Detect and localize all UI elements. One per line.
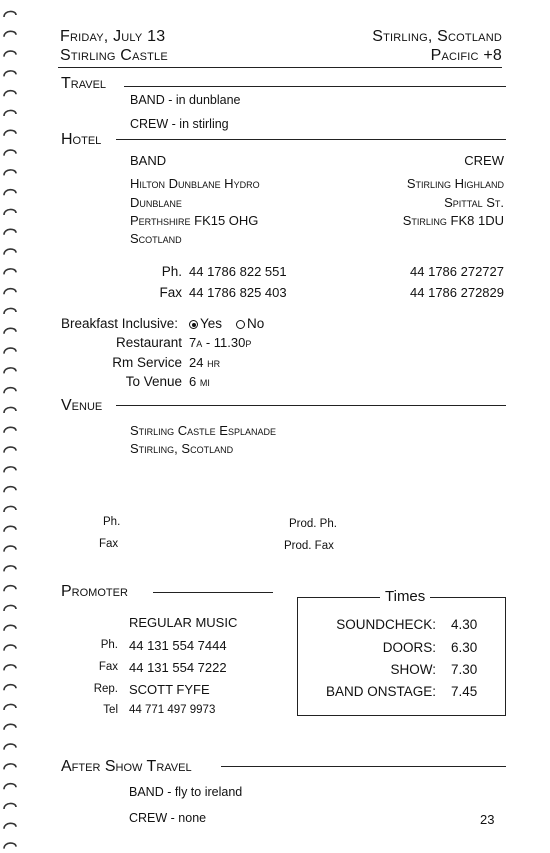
venue-rule xyxy=(116,405,506,406)
times-label-doors: DOORS: xyxy=(382,640,436,655)
hotel-rule xyxy=(116,139,506,140)
binding-ring xyxy=(4,685,16,691)
promoter-tel-label: Tel xyxy=(103,704,118,716)
binding-ring xyxy=(4,150,16,156)
binding-ring xyxy=(4,289,16,295)
to-venue-label: To Venue xyxy=(125,374,182,389)
binding-ring xyxy=(4,91,16,97)
venue-fax-label: Fax xyxy=(99,538,119,550)
binding-ring xyxy=(4,328,16,334)
promoter-fax: 44 131 554 7222 xyxy=(129,660,227,675)
binding-ring xyxy=(4,190,16,196)
hotel-crew-fax: 44 1786 272829 xyxy=(410,285,504,300)
rm-service-value: 24 hr xyxy=(189,355,221,370)
promoter-fax-label: Fax xyxy=(98,661,118,673)
times-value-doors: 6.30 xyxy=(451,640,478,655)
rm-service-label: Rm Service xyxy=(112,355,182,370)
venue-title: Venue xyxy=(61,397,103,414)
venue-name-heading: Stirling Castle xyxy=(60,47,168,64)
binding-ring xyxy=(4,546,16,552)
radio-unselected-icon xyxy=(236,320,245,329)
binding-ring xyxy=(4,308,16,314)
times-value-show: 7.30 xyxy=(451,662,478,677)
spiral-binding xyxy=(0,0,22,853)
times-value-band-onstage: 7.45 xyxy=(451,684,478,699)
breakfast-yes-label: Yes xyxy=(200,316,223,331)
timezone-heading: Pacific +8 xyxy=(430,47,502,64)
promoter-name: REGULAR MUSIC xyxy=(129,615,238,630)
promoter-rep: SCOTT FYFE xyxy=(129,682,210,697)
binding-ring xyxy=(4,368,16,374)
binding-ring xyxy=(4,526,16,532)
binding-ring xyxy=(4,31,16,37)
hotel-crew-line-3: Stirling FK8 1DU xyxy=(402,213,504,228)
venue-line-2: Stirling, Scotland xyxy=(130,441,234,456)
hotel-title: Hotel xyxy=(61,131,102,148)
hotel-band-ph: 44 1786 822 551 xyxy=(189,264,287,279)
hotel-band-line-3: Perthshire FK15 OHG xyxy=(130,213,259,228)
after-show-band: BAND - fly to ireland xyxy=(129,785,243,799)
binding-ring xyxy=(4,724,16,730)
venue-ph-label: Ph. xyxy=(103,516,121,528)
binding-ring xyxy=(4,605,16,611)
binding-ring xyxy=(4,803,16,809)
hotel-band-line-1: Hilton Dunblane Hydro xyxy=(130,176,260,191)
binding-ring xyxy=(4,170,16,176)
binding-ring xyxy=(4,586,16,592)
binding-ring xyxy=(4,11,16,17)
promoter-rep-label: Rep. xyxy=(93,683,118,695)
hotel-crew-ph: 44 1786 272727 xyxy=(410,264,504,279)
hotel-crew-heading: CREW xyxy=(464,153,504,168)
after-show-title: After Show Travel xyxy=(61,758,192,775)
binding-ring xyxy=(4,130,16,136)
binding-ring xyxy=(4,269,16,275)
travel-band: BAND - in dunblane xyxy=(130,93,241,107)
breakfast-no-label: No xyxy=(247,316,265,331)
travel-title: Travel xyxy=(61,75,107,92)
binding-ring xyxy=(4,407,16,413)
binding-ring xyxy=(4,784,16,790)
restaurant-value: 7a - 11.30p xyxy=(189,335,252,350)
promoter-title: Promoter xyxy=(61,583,128,600)
binding-ring xyxy=(4,388,16,394)
times-label-soundcheck: SOUNDCHECK: xyxy=(336,617,436,632)
hotel-band-line-2: Dunblane xyxy=(130,195,182,210)
promoter-tel: 44 771 497 9973 xyxy=(129,704,216,716)
hotel-crew-line-1: Stirling Highland xyxy=(406,176,504,191)
times-label-show: SHOW: xyxy=(390,662,436,677)
hotel-band-heading: BAND xyxy=(130,153,167,168)
promoter-ph-label: Ph. xyxy=(100,639,118,651)
binding-ring xyxy=(4,625,16,631)
times-title: Times xyxy=(380,588,430,605)
restaurant-label: Restaurant xyxy=(115,335,182,350)
binding-ring xyxy=(4,51,16,57)
page-number: 23 xyxy=(480,812,495,827)
binding-ring xyxy=(4,645,16,651)
hotel-band-line-4: Scotland xyxy=(130,231,182,246)
times-value-soundcheck: 4.30 xyxy=(451,617,478,632)
binding-ring xyxy=(4,487,16,493)
binding-ring xyxy=(4,71,16,77)
binding-ring xyxy=(4,744,16,750)
travel-crew: CREW - in stirling xyxy=(130,117,229,131)
location-heading: Stirling, Scotland xyxy=(372,28,502,45)
binding-ring xyxy=(4,665,16,671)
hotel-fax-label: Fax xyxy=(159,285,182,300)
promoter-rule xyxy=(153,592,273,593)
binding-ring xyxy=(4,823,16,829)
breakfast-label: Breakfast Inclusive: xyxy=(61,316,179,331)
binding-ring xyxy=(4,110,16,116)
binding-ring xyxy=(4,843,16,849)
binding-ring xyxy=(4,764,16,770)
header-rule xyxy=(58,67,502,68)
binding-ring xyxy=(4,348,16,354)
radio-selected-icon xyxy=(189,320,198,329)
binding-ring xyxy=(4,447,16,453)
binding-ring xyxy=(4,209,16,215)
breakfast-no-option[interactable] xyxy=(236,316,264,331)
binding-ring xyxy=(4,506,16,512)
to-venue-value: 6 mi xyxy=(189,374,210,389)
travel-rule xyxy=(124,86,506,87)
venue-line-1: Stirling Castle Esplanade xyxy=(130,423,276,438)
binding-ring xyxy=(4,467,16,473)
hotel-crew-line-2: Spittal St. xyxy=(444,195,504,210)
hotel-ph-label: Ph. xyxy=(161,264,182,279)
venue-prod-ph-label: Prod. Ph. xyxy=(289,518,337,530)
promoter-ph: 44 131 554 7444 xyxy=(129,638,227,653)
binding-ring xyxy=(4,704,16,710)
binding-ring xyxy=(4,229,16,235)
breakfast-yes-option[interactable] xyxy=(189,316,222,331)
times-label-band-onstage: BAND ONSTAGE: xyxy=(325,684,436,699)
binding-ring xyxy=(4,249,16,255)
hotel-band-fax: 44 1786 825 403 xyxy=(189,285,287,300)
binding-ring xyxy=(4,566,16,572)
date-heading: Friday, July 13 xyxy=(60,28,166,45)
after-show-crew: CREW - none xyxy=(129,811,207,825)
binding-ring xyxy=(4,427,16,433)
after-show-rule xyxy=(221,766,506,767)
venue-prod-fax-label: Prod. Fax xyxy=(284,540,334,552)
